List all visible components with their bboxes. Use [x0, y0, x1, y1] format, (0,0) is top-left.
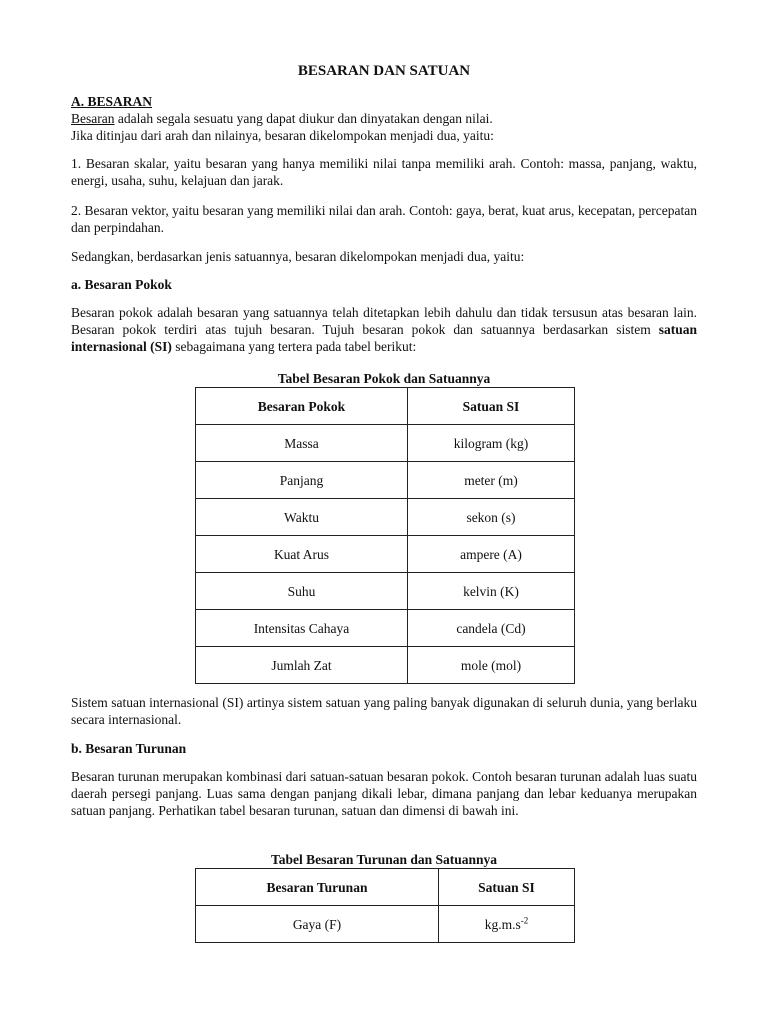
turunan-table-caption: Tabel Besaran Turunan dan Satuannya [270, 852, 498, 867]
turunan-table [195, 868, 575, 943]
vector-lead: 2. Besaran vektor [71, 203, 166, 218]
unit-base: kg.m.s [484, 916, 521, 932]
quantity-cell: Jumlah Zat [196, 647, 408, 684]
table-row [196, 647, 575, 684]
turunan-header-unit: Satuan SI [439, 869, 575, 906]
pokok-text-start: Besaran pokok adalah besaran yang satuannya telah ditetapkan lebih dahulu dan tidak tersusun atas besaran lain. Besaran pokok terdiri atas tujuh besaran. Tujuh besaran pokok dan satuannya berdasarkan sistem [71, 305, 697, 337]
quantity-cell: Panjang [196, 462, 408, 499]
unit-cell: ampere (A) [408, 536, 575, 573]
besaran-term: Besaran [71, 111, 115, 126]
quantity-cell: Kuat Arus [196, 536, 408, 573]
quantity-cell: Waktu [196, 499, 408, 536]
scalar-comma: , [165, 156, 170, 171]
scalar-lead: 1. Besaran skalar [71, 156, 166, 171]
pokok-table [195, 387, 575, 684]
besaran-definition-text: adalah segala sesuatu yang dapat diukur dan dinyatakan dengan nilai. [114, 111, 493, 126]
pokok-paragraph [71, 304, 697, 355]
grouping-intro-2: Sedangkan, berdasarkan jenis satuannya, besaran dikelompokan menjadi dua, yaitu: [71, 249, 525, 264]
grouping-intro: Jika ditinjau dari arah dan nilainya, besaran dikelompokan menjadi dua, yaitu: [71, 128, 494, 143]
pokok-table-header-row [196, 388, 575, 425]
table-row [196, 610, 575, 647]
vector-paragraph [71, 202, 697, 236]
scalar-paragraph [71, 155, 697, 189]
table-row [196, 536, 575, 573]
turunan-heading: b. Besaran Turunan [71, 741, 187, 756]
pokok-header-unit: Satuan SI [408, 388, 575, 425]
quantity-cell: Gaya (F) [196, 906, 439, 943]
vector-comma: , [165, 203, 169, 218]
pokok-header-quantity: Besaran Pokok [196, 388, 408, 425]
quantity-cell: Massa [196, 425, 408, 462]
quantity-cell: Intensitas Cahaya [196, 610, 408, 647]
section-a-heading: A. BESARAN [71, 94, 153, 109]
quantity-cell: Suhu [196, 573, 408, 610]
unit-exponent: -2 [520, 915, 529, 925]
unit-cell: kilogram (kg) [408, 425, 575, 462]
pokok-heading: a. Besaran Pokok [71, 277, 172, 292]
unit-cell: sekon (s) [408, 499, 575, 536]
unit-cell: meter (m) [408, 462, 575, 499]
table-row [196, 499, 575, 536]
scalar-text: yaitu besaran yang hanya memiliki nilai tanpa memiliki arah. Contoh: massa, panjang, waktu, energi, usaha, suhu, kelajuan dan jarak. [71, 156, 697, 188]
turunan-table-header-row [196, 869, 575, 906]
table-row [196, 462, 575, 499]
besaran-definition [71, 110, 697, 127]
page-title: BESARAN DAN SATUAN [297, 63, 471, 79]
unit-cell [439, 906, 575, 943]
vector-text: yaitu besaran yang memiliki nilai dan arah. Contoh: gaya, berat, kuat arus, kecepatan, percepatan dan perpindahan. [71, 203, 697, 235]
unit-cell: mole (mol) [408, 647, 575, 684]
table-row [196, 906, 575, 943]
unit-cell: kelvin (K) [408, 573, 575, 610]
pokok-text-end: sebagaimana yang tertera pada tabel berikut: [171, 339, 417, 354]
si-term: satuan internasional (SI) [71, 322, 697, 354]
turunan-header-quantity: Besaran Turunan [196, 869, 439, 906]
turunan-paragraph: Besaran turunan merupakan kombinasi dari satuan-satuan besaran pokok. Contoh besaran turunan adalah luas suatu daerah persegi panjang. Luas sama dengan panjang dikali lebar, dimana panjang dan lebar keduanya merupakan satuan panjang. Perhatikan tabel besaran turunan, satuan dan dimensi di bawah ini. [71, 769, 697, 818]
unit-cell: candela (Cd) [408, 610, 575, 647]
si-explanation: Sistem satuan internasional (SI) artinya sistem satuan yang paling banyak digunakan di seluruh dunia, yang berlaku secara internasional. [71, 695, 697, 727]
pokok-table-caption: Tabel Besaran Pokok dan Satuannya [277, 371, 491, 386]
table-row [196, 573, 575, 610]
table-row [196, 425, 575, 462]
